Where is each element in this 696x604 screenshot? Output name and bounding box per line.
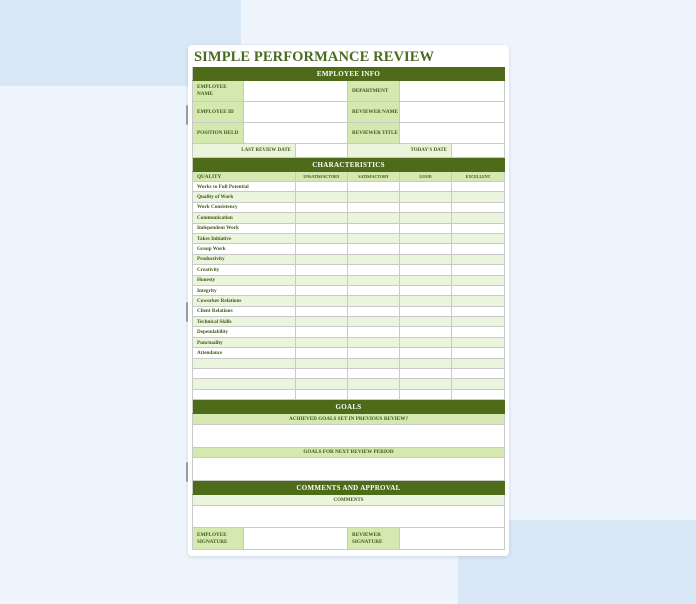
- rating-cell-satisfactory[interactable]: [348, 338, 400, 348]
- rating-cell-excellent[interactable]: [452, 182, 505, 192]
- rating-cell-excellent[interactable]: [452, 359, 505, 369]
- quality-name: Client Relations: [192, 307, 296, 317]
- rating-cell-good[interactable]: [400, 213, 452, 223]
- rating-cell-excellent[interactable]: [452, 307, 505, 317]
- reviewer-name-label: REVIEWER NAME: [348, 102, 400, 123]
- rating-cell-satisfactory[interactable]: [348, 192, 400, 202]
- rating-cell-satisfactory[interactable]: [348, 369, 400, 379]
- rating-cell-unsatisfactory[interactable]: [296, 234, 348, 244]
- rating-cell-unsatisfactory[interactable]: [296, 276, 348, 286]
- employee-name-field[interactable]: [244, 81, 348, 102]
- rating-cell-satisfactory[interactable]: [348, 296, 400, 306]
- rating-cell-satisfactory[interactable]: [348, 276, 400, 286]
- rating-cell-good[interactable]: [400, 182, 452, 192]
- department-label: DEPARTMENT: [348, 81, 400, 102]
- quality-name: [192, 369, 296, 379]
- table-row: [192, 255, 505, 265]
- rating-cell-unsatisfactory[interactable]: [296, 255, 348, 265]
- achieved-goals-label: ACHIEVED GOALS SET IN PREVIOUS REVIEW?: [192, 414, 505, 425]
- quality-name: Dependability: [192, 327, 296, 337]
- table-row: [192, 348, 505, 358]
- column-header-satisfactory: SATISFACTORY: [348, 172, 400, 182]
- rating-cell-unsatisfactory[interactable]: [296, 379, 348, 389]
- rating-cell-excellent[interactable]: [452, 244, 505, 254]
- rating-cell-unsatisfactory[interactable]: [296, 265, 348, 275]
- rating-cell-good[interactable]: [400, 317, 452, 327]
- rating-cell-satisfactory[interactable]: [348, 317, 400, 327]
- comments-label: COMMENTS: [192, 495, 505, 506]
- rating-cell-good[interactable]: [400, 192, 452, 202]
- rating-cell-unsatisfactory[interactable]: [296, 317, 348, 327]
- quality-name: Honesty: [192, 276, 296, 286]
- table-row: [192, 276, 505, 286]
- quality-name: Punctuality: [192, 338, 296, 348]
- table-row: [192, 317, 505, 327]
- section-header-comments-approval: COMMENTS AND APPROVAL: [192, 481, 505, 495]
- rating-cell-unsatisfactory[interactable]: [296, 224, 348, 234]
- rating-cell-satisfactory[interactable]: [348, 327, 400, 337]
- rating-cell-unsatisfactory[interactable]: [296, 307, 348, 317]
- last-review-date-label: LAST REVIEW DATE: [192, 144, 296, 158]
- rating-cell-unsatisfactory[interactable]: [296, 369, 348, 379]
- rating-cell-satisfactory[interactable]: [348, 244, 400, 254]
- rating-cell-satisfactory[interactable]: [348, 224, 400, 234]
- table-row: [192, 182, 505, 192]
- rating-cell-satisfactory[interactable]: [348, 203, 400, 213]
- rating-cell-satisfactory[interactable]: [348, 182, 400, 192]
- quality-name: Coworker Relations: [192, 296, 296, 306]
- table-row: [192, 359, 505, 369]
- column-header-quality: QUALITY: [192, 172, 296, 182]
- column-header-unsatisfactory: UNSATISFACTORY: [296, 172, 348, 182]
- rating-cell-satisfactory[interactable]: [348, 359, 400, 369]
- achieved-goals-field[interactable]: [192, 425, 505, 448]
- reviewer-title-label: REVIEWER TITLE: [348, 123, 400, 144]
- table-row: [192, 265, 505, 275]
- quality-name: Creativity: [192, 265, 296, 275]
- rating-cell-excellent[interactable]: [452, 255, 505, 265]
- characteristics-header-row: [192, 172, 505, 182]
- quality-name: Quality of Work: [192, 192, 296, 202]
- position-held-label: POSITION HELD: [192, 123, 244, 144]
- rating-cell-unsatisfactory[interactable]: [296, 192, 348, 202]
- rating-cell-good[interactable]: [400, 255, 452, 265]
- reviewer-name-field[interactable]: [400, 102, 505, 123]
- rating-cell-unsatisfactory[interactable]: [296, 182, 348, 192]
- rating-cell-satisfactory[interactable]: [348, 348, 400, 358]
- section-header-goals: GOALS: [192, 400, 505, 414]
- rating-cell-unsatisfactory[interactable]: [296, 286, 348, 296]
- table-row: [192, 213, 505, 223]
- next-goals-label: GOALS FOR NEXT REVIEW PERIOD: [192, 448, 505, 458]
- rating-cell-satisfactory[interactable]: [348, 255, 400, 265]
- quality-name: [192, 390, 296, 400]
- rating-cell-good[interactable]: [400, 327, 452, 337]
- document-title: SIMPLE PERFORMANCE REVIEW: [194, 49, 435, 65]
- table-row: [192, 338, 505, 348]
- quality-name: Integrity: [192, 286, 296, 296]
- rating-cell-good[interactable]: [400, 265, 452, 275]
- rating-cell-good[interactable]: [400, 359, 452, 369]
- quality-name: Work Consistency: [192, 203, 296, 213]
- rating-cell-excellent[interactable]: [452, 379, 505, 389]
- rating-cell-unsatisfactory[interactable]: [296, 203, 348, 213]
- rating-cell-excellent[interactable]: [452, 338, 505, 348]
- table-row: [192, 234, 505, 244]
- rating-cell-good[interactable]: [400, 286, 452, 296]
- rating-cell-good[interactable]: [400, 348, 452, 358]
- position-held-field[interactable]: [244, 123, 348, 144]
- characteristics-rows: [192, 182, 505, 400]
- rating-cell-good[interactable]: [400, 276, 452, 286]
- rating-cell-excellent[interactable]: [452, 276, 505, 286]
- rating-cell-good[interactable]: [400, 307, 452, 317]
- rating-cell-excellent[interactable]: [452, 317, 505, 327]
- todays-date-field[interactable]: [452, 144, 505, 158]
- reviewer-signature-label: REVIEWER SIGNATURE: [348, 528, 400, 550]
- section-header-characteristics: CHARACTERISTICS: [192, 158, 505, 172]
- table-row: [192, 192, 505, 202]
- quality-name: [192, 359, 296, 369]
- last-review-date-field[interactable]: [296, 144, 348, 158]
- rating-cell-excellent[interactable]: [452, 296, 505, 306]
- rating-cell-satisfactory[interactable]: [348, 390, 400, 400]
- rating-cell-unsatisfactory[interactable]: [296, 327, 348, 337]
- review-sheet: [192, 67, 505, 550]
- rating-cell-excellent[interactable]: [452, 390, 505, 400]
- rating-cell-excellent[interactable]: [452, 213, 505, 223]
- rating-cell-satisfactory[interactable]: [348, 307, 400, 317]
- rating-cell-excellent[interactable]: [452, 234, 505, 244]
- rating-cell-unsatisfactory[interactable]: [296, 390, 348, 400]
- column-header-good: GOOD: [400, 172, 452, 182]
- rating-cell-unsatisfactory[interactable]: [296, 348, 348, 358]
- table-row: [192, 296, 505, 306]
- rating-cell-satisfactory[interactable]: [348, 286, 400, 296]
- rating-cell-good[interactable]: [400, 203, 452, 213]
- quality-name: Technical Skills: [192, 317, 296, 327]
- review-form-card: [188, 45, 509, 556]
- table-row: [192, 390, 505, 400]
- rating-cell-good[interactable]: [400, 369, 452, 379]
- table-row: [192, 307, 505, 317]
- table-row: [192, 327, 505, 337]
- quality-name: Attendance: [192, 348, 296, 358]
- comments-field[interactable]: [192, 506, 505, 528]
- table-row: [192, 203, 505, 213]
- rating-cell-excellent[interactable]: [452, 192, 505, 202]
- section-header-employee-info: EMPLOYEE INFO: [192, 67, 505, 81]
- quality-name: Productivity: [192, 255, 296, 265]
- rating-cell-satisfactory[interactable]: [348, 265, 400, 275]
- quality-name: Group Work: [192, 244, 296, 254]
- rating-cell-excellent[interactable]: [452, 348, 505, 358]
- rating-cell-unsatisfactory[interactable]: [296, 359, 348, 369]
- table-row: [192, 379, 505, 389]
- rating-cell-good[interactable]: [400, 224, 452, 234]
- employee-signature-label: EMPLOYEE SIGNATURE: [192, 528, 244, 550]
- rating-cell-excellent[interactable]: [452, 224, 505, 234]
- reviewer-title-field[interactable]: [400, 123, 505, 144]
- rating-cell-good[interactable]: [400, 379, 452, 389]
- rating-cell-satisfactory[interactable]: [348, 379, 400, 389]
- quality-name: Communication: [192, 213, 296, 223]
- quality-name: [192, 379, 296, 389]
- table-row: [192, 286, 505, 296]
- rating-cell-unsatisfactory[interactable]: [296, 244, 348, 254]
- employee-name-label: EMPLOYEE NAME: [192, 81, 244, 102]
- table-row: [192, 244, 505, 254]
- rating-cell-excellent[interactable]: [452, 265, 505, 275]
- rating-cell-satisfactory[interactable]: [348, 234, 400, 244]
- employee-id-label: EMPLOYEE ID: [192, 102, 244, 123]
- next-goals-field[interactable]: [192, 458, 505, 481]
- quality-name: Works to Full Potential: [192, 182, 296, 192]
- rating-cell-good[interactable]: [400, 390, 452, 400]
- rating-cell-unsatisfactory[interactable]: [296, 338, 348, 348]
- rating-cell-satisfactory[interactable]: [348, 213, 400, 223]
- todays-date-label: TODAY'S DATE: [348, 144, 452, 158]
- rating-cell-good[interactable]: [400, 296, 452, 306]
- reviewer-signature-field[interactable]: [400, 528, 505, 550]
- rating-cell-good[interactable]: [400, 234, 452, 244]
- quality-name: Takes Initiative: [192, 234, 296, 244]
- rating-cell-good[interactable]: [400, 244, 452, 254]
- employee-id-field[interactable]: [244, 102, 348, 123]
- rating-cell-excellent[interactable]: [452, 327, 505, 337]
- column-header-excellent: EXCELLENT: [452, 172, 505, 182]
- rating-cell-excellent[interactable]: [452, 203, 505, 213]
- department-field[interactable]: [400, 81, 505, 102]
- rating-cell-unsatisfactory[interactable]: [296, 213, 348, 223]
- employee-signature-field[interactable]: [244, 528, 348, 550]
- table-row: [192, 224, 505, 234]
- rating-cell-unsatisfactory[interactable]: [296, 296, 348, 306]
- quality-name: Independent Work: [192, 224, 296, 234]
- rating-cell-excellent[interactable]: [452, 286, 505, 296]
- rating-cell-good[interactable]: [400, 338, 452, 348]
- table-row: [192, 369, 505, 379]
- rating-cell-excellent[interactable]: [452, 369, 505, 379]
